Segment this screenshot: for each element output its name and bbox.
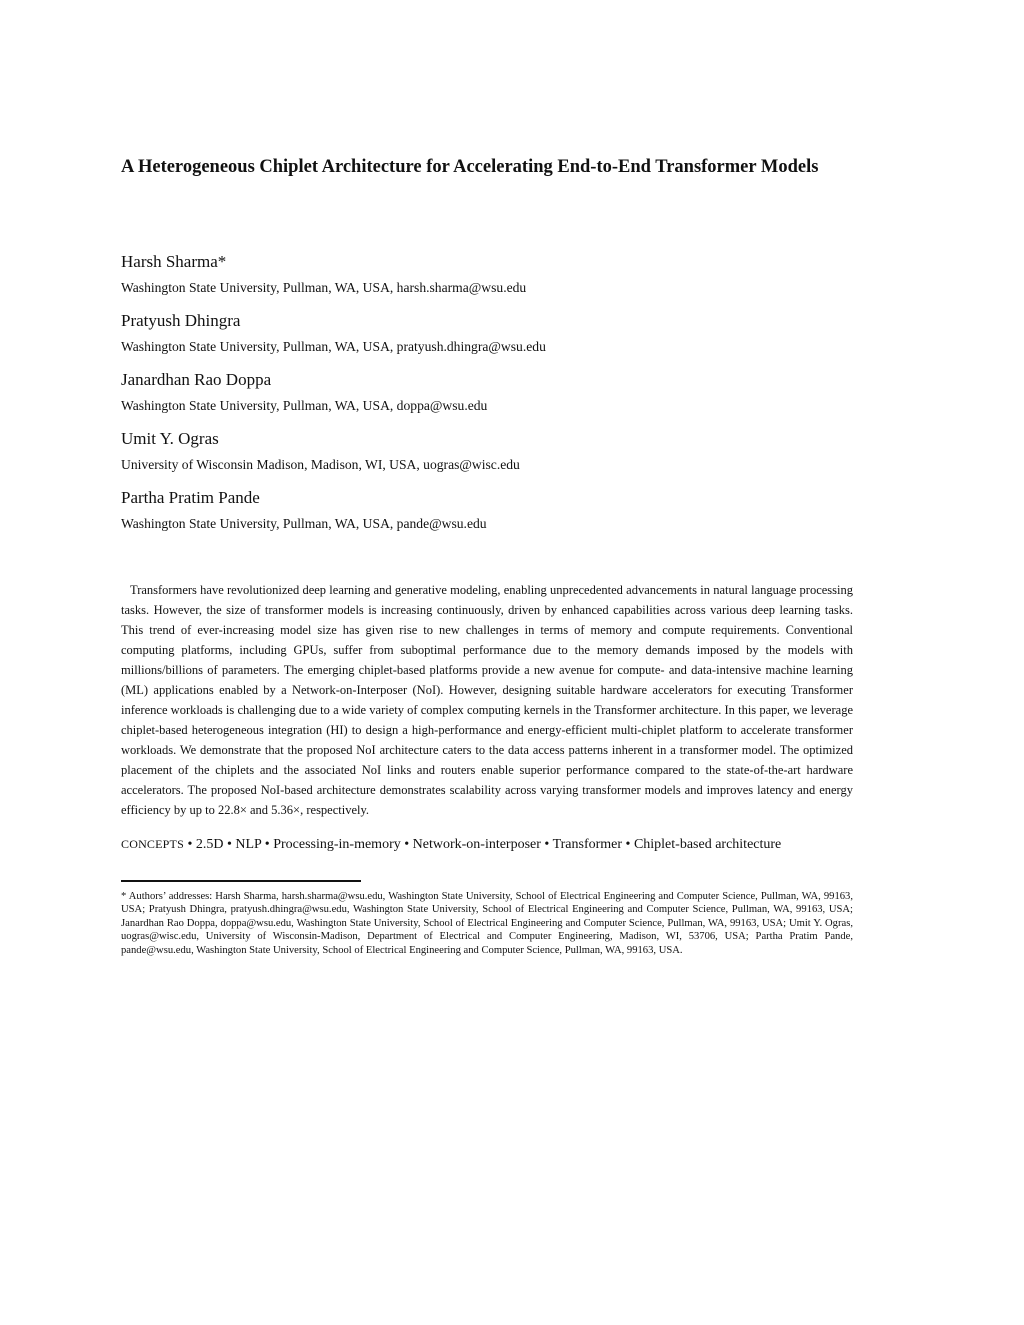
author-affiliation: Washington State University, Pullman, WA, USA, harsh.sharma@wsu.edu bbox=[121, 280, 527, 295]
author-block bbox=[121, 368, 861, 417]
author-affiliation: Washington State University, Pullman, WA, USA, pande@wsu.edu bbox=[121, 516, 487, 531]
author-name: Harsh Sharma* bbox=[121, 252, 227, 271]
author-block bbox=[121, 427, 861, 476]
footnote-divider bbox=[121, 880, 361, 882]
author-affiliation: Washington State University, Pullman, WA, USA, doppa@wsu.edu bbox=[121, 398, 488, 413]
author-affiliation: Washington State University, Pullman, WA, USA, pratyush.dhingra@wsu.edu bbox=[121, 339, 546, 354]
author-block bbox=[121, 486, 861, 535]
author-block bbox=[121, 250, 861, 299]
author-name: Janardhan Rao Doppa bbox=[121, 370, 272, 389]
author-addresses-footnote: * Authors’ addresses: Harsh Sharma, harsh.sharma@wsu.edu, Washington State University, School of Electrical Engineering and Computer Science, Pullman, WA, 99163, USA; Pratyush Dhingra, pratyush.dhingra@wsu.edu, Washington State University, School of Electrical Engineering and Computer Science, Pullman, WA, 99163, USA; Janardhan Rao Doppa, doppa@wsu.edu, Washington State University, School of Electrical Engineering and Computer Science, Pullman, WA, 99163, USA; Umit Y. Ogras, uogras@wisc.edu, University of Wisconsin-Madison, Department of Electrical and Computer Engineering, Madison, WI, 53706, USA; Partha Pratim Pande, pande@wsu.edu, Washington State University, School of Electrical Engineering and Computer Science, Pullman, WA, 99163, USA. bbox=[121, 891, 853, 956]
author-name: Partha Pratim Pande bbox=[121, 488, 260, 507]
author-name: Pratyush Dhingra bbox=[121, 311, 241, 330]
author-affiliation: University of Wisconsin Madison, Madison, WI, USA, uogras@wisc.edu bbox=[121, 457, 520, 472]
paper-title: A Heterogeneous Chiplet Architecture for Accelerating End-to-End Transformer Models bbox=[121, 157, 819, 177]
concepts-label: CONCEPTS bbox=[121, 837, 184, 851]
concepts-line bbox=[121, 834, 781, 855]
abstract: Transformers have revolutionized deep learning and generative modeling, enabling unprecedented advancements in natural language processing tasks. However, the size of transformer models is increasing continuously, driven by enhanced capabilities across various deep learning tasks. This trend of ever-increasing model size has given rise to new challenges in terms of memory and compute requirements. Conventional computing platforms, including GPUs, suffer from suboptimal performance due to the memory demands imposed by the models with millions/billions of parameters. The emerging chiplet-based platforms provide a new avenue for compute- and data-intensive machine learning (ML) applications enabled by a Network-on-Interposer (NoI). However, designing suitable hardware accelerators for executing Transformer inference workloads is challenging due to a wide variety of complex computing kernels in the Transformer architecture. In this paper, we leverage chiplet-based heterogeneous integration (HI) to design a high-performance and energy-efficient multi-chiplet platform to accelerate transformer workloads. We demonstrate that the proposed NoI architecture caters to the data access patterns inherent in a transformer model. The optimized placement of the chiplets and the associated NoI links and routers enable superior performance compared to the state-of-the-art hardware accelerators. The proposed NoI-based architecture demonstrates scalability across varying transformer models and improves latency and energy efficiency by up to 22.8× and 5.36×, respectively. bbox=[121, 583, 853, 817]
concepts-text: • 2.5D • NLP • Processing-in-memory • Network-on-interposer • Transformer • Chiplet-based architecture bbox=[183, 837, 782, 852]
author-block bbox=[121, 309, 861, 358]
author-name: Umit Y. Ogras bbox=[121, 429, 219, 448]
author-list bbox=[121, 250, 861, 545]
